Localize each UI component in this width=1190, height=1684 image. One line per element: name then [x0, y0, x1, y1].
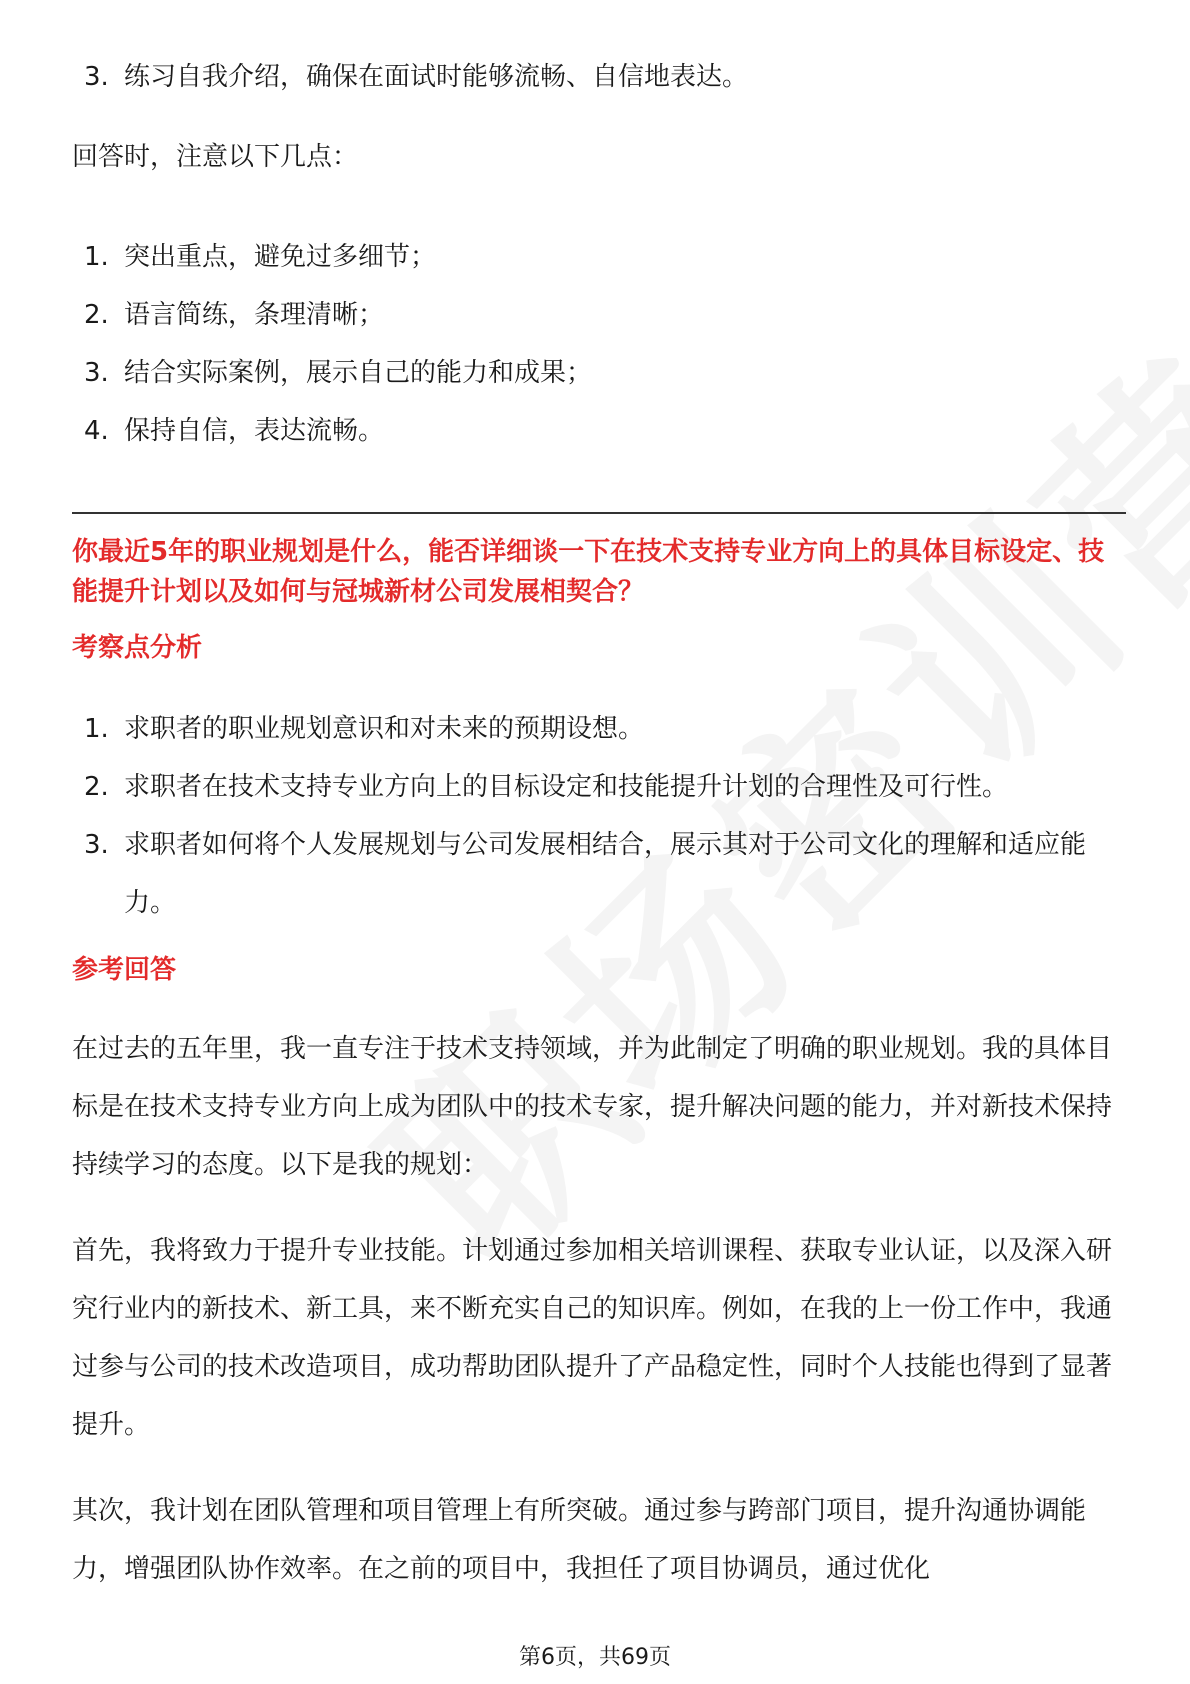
list-text: 求职者在技术支持专业方向上的目标设定和技能提升计划的合理性及可行性。: [124, 772, 1009, 802]
list-item: [72, 402, 1122, 460]
list-text: 保持自信，表达流畅。: [124, 416, 385, 446]
intro-list: [72, 48, 1122, 106]
list-number: 2.: [84, 772, 109, 802]
page-number: 第6页，共69页: [519, 1645, 671, 1670]
list-text: 突出重点，避免过多细节；: [124, 242, 437, 272]
list-number: 3.: [84, 830, 109, 860]
list-number: 1.: [84, 242, 109, 272]
analysis-title: 考察点分析: [72, 633, 203, 663]
list-item: [72, 816, 1122, 932]
list-number: 3.: [84, 62, 109, 92]
list-number: 2.: [84, 300, 109, 330]
list-text: 求职者的职业规划意识和对未来的预期设想。: [124, 714, 645, 744]
answer-paragraph: 首先，我将致力于提升专业技能。计划通过参加相关培训课程、获取专业认证，以及深入研究行业内的新技术、新工具，来不断充实自己的知识库。例如，在我的上一份工作中，我通过参与公司的技术改造项目，成功帮助团队提升了产品稳定性，同时个人技能也得到了显著提升。: [72, 1236, 1113, 1440]
section-divider: [72, 512, 1126, 514]
list-item: [72, 48, 1122, 106]
answer-intro: 回答时，注意以下几点：: [72, 142, 359, 172]
list-item: [72, 344, 1122, 402]
list-text: 练习自我介绍，确保在面试时能够流畅、自信地表达。: [124, 62, 749, 92]
list-item: [72, 700, 1122, 758]
question-heading: 你最近5年的职业规划是什么，能否详细谈一下在技术支持专业方向上的具体目标设定、技能提升计划以及如何与冠城新材公司发展相契合？: [72, 537, 1105, 607]
analysis-list: [72, 700, 1122, 932]
list-item: [72, 286, 1122, 344]
list-text: 语言简练，条理清晰；: [124, 300, 385, 330]
list-item: [72, 228, 1122, 286]
list-text: 求职者如何将个人发展规划与公司发展相结合，展示其对于公司文化的理解和适应能力。: [124, 830, 1087, 918]
reference-title: 参考回答: [72, 955, 177, 985]
answer-paragraph: 在过去的五年里，我一直专注于技术支持领域，并为此制定了明确的职业规划。我的具体目标是在技术支持专业方向上成为团队中的技术专家，提升解决问题的能力，并对新技术保持持续学习的态度。以下是我的规划：: [72, 1034, 1113, 1180]
list-item: [72, 758, 1122, 816]
list-number: 3.: [84, 358, 109, 388]
list-text: 结合实际案例，展示自己的能力和成果；: [124, 358, 593, 388]
list-number: 1.: [84, 714, 109, 744]
tips-list: [72, 228, 1122, 460]
list-number: 4.: [84, 416, 109, 446]
answer-paragraph: 其次，我计划在团队管理和项目管理上有所突破。通过参与跨部门项目，提升沟通协调能力，增强团队协作效率。在之前的项目中，我担任了项目协调员，通过优化: [72, 1496, 1087, 1584]
